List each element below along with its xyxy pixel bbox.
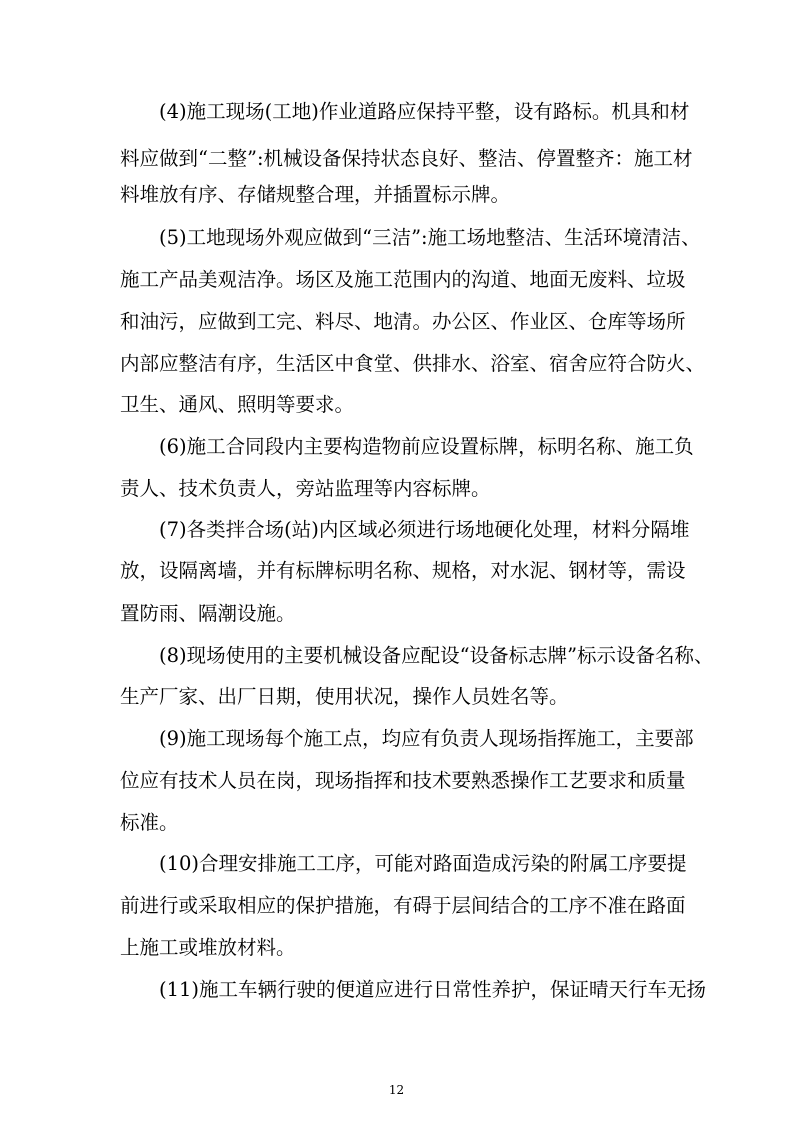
- item-10-line-2: 前进行或采取相应的保护措施，有碍于层间结合的工序不准在路面: [120, 894, 686, 917]
- item-9-line-2: 位应有技术人员在岗，现场指挥和技术要熟悉操作工艺要求和质量: [120, 769, 686, 792]
- item-7-line-2: 放，设隔离墙，并有标牌标明名称、规格，对水泥、钢材等，需设: [120, 559, 686, 582]
- item-9-line-1: (9)施工现场每个施工点，均应有负责人现场指挥施工，主要部: [159, 727, 694, 750]
- item-4-line-3: 料堆放有序、存储规整合理，并插置标示牌。: [120, 183, 511, 206]
- item-6-line-1: (6)施工合同段内主要构造物前应设置标牌，标明名称、施工负: [159, 435, 694, 458]
- item-5-line-1: (5)工地现场外观应做到“三洁”:施工场地整洁、生活环境清洁、: [159, 226, 701, 249]
- item-8-line-2: 生产厂家、出厂日期，使用状况，操作人员姓名等。: [120, 685, 569, 708]
- item-7-line-1: (7)各类拌合场(站)内区域必须进行场地硬化处理，材料分隔堆: [159, 518, 690, 541]
- page-number: 12: [388, 1083, 405, 1097]
- item-9-line-3: 标准。: [120, 811, 179, 834]
- item-8-line-1: (8)现场使用的主要机械设备应配设“设备标志牌”标示设备名称、: [159, 644, 714, 667]
- item-5-line-2: 施工产品美观洁净。场区及施工范围内的沟道、地面无废料、垃圾: [120, 268, 686, 291]
- item-6-line-2: 责人、技术负责人，旁站监理等内容标牌。: [120, 477, 491, 500]
- item-4-line-1: (4)施工现场(工地)作业道路应保持平整，设有路标。机具和材: [159, 100, 690, 123]
- item-4-line-2: 料应做到“二整”:机械设备保持状态良好、整洁、停置整齐：施工材: [120, 147, 693, 170]
- item-5-line-5: 卫生、通风、照明等要求。: [120, 393, 355, 416]
- item-7-line-3: 置防雨、隔潮设施。: [120, 602, 296, 625]
- item-10-line-3: 上施工或堆放材料。: [120, 936, 296, 959]
- item-5-line-4: 内部应整洁有序，生活区中食堂、供排水、浴室、宿舍应符合防火、: [120, 352, 706, 375]
- item-11-line-1: (11)施工车辆行驶的便道应进行日常性养护，保证晴天行车无扬: [159, 978, 707, 1001]
- item-10-line-1: (10)合理安排施工工序，可能对路面造成污染的附属工序要提: [159, 852, 687, 875]
- item-5-line-3: 和油污，应做到工完、料尽、地清。办公区、作业区、仓库等场所: [120, 310, 686, 333]
